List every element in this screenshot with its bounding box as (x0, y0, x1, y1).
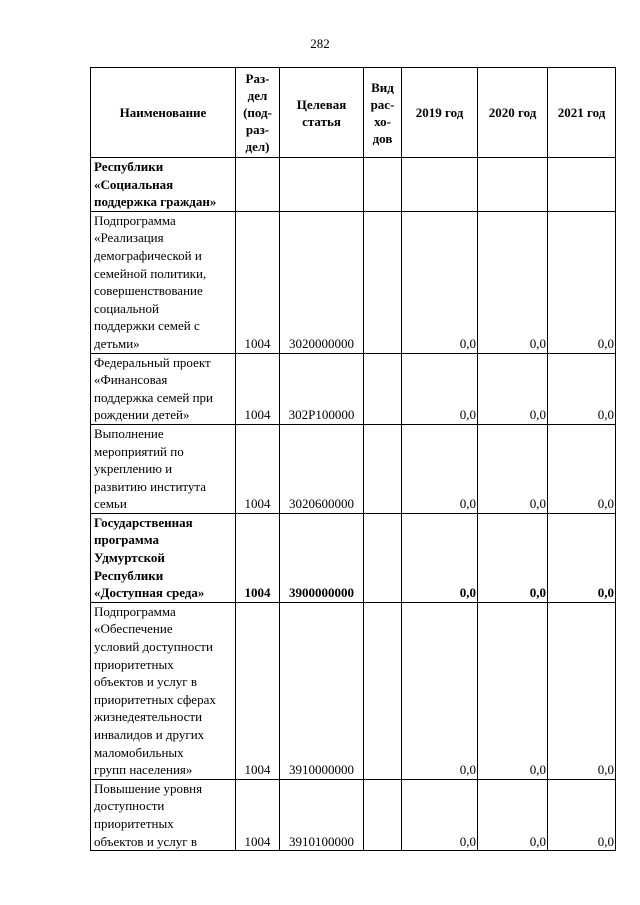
row-expense-type (364, 424, 402, 513)
row-expense-type (364, 211, 402, 353)
header-target: Целевая статья (280, 68, 364, 158)
row-value-2019: 0,0 (402, 211, 478, 353)
table-row (91, 513, 616, 602)
row-value-2021: 0,0 (548, 424, 616, 513)
header-expense-type: Вид рас- хо- дов (364, 68, 402, 158)
header-2020: 2020 год (478, 68, 548, 158)
table-row (91, 779, 616, 850)
row-target: 3900000000 (280, 513, 364, 602)
header-section: Раз- дел (под- раз- дел) (236, 68, 280, 158)
row-section: 1004 (236, 353, 280, 424)
row-target: 3910000000 (280, 602, 364, 779)
table-row (91, 424, 616, 513)
row-value-2021: 0,0 (548, 353, 616, 424)
row-value-2020: 0,0 (478, 779, 548, 850)
row-target: 3910100000 (280, 779, 364, 850)
row-target: 302P100000 (280, 353, 364, 424)
header-2019: 2019 год (402, 68, 478, 158)
header-2021: 2021 год (548, 68, 616, 158)
row-value-2020: 0,0 (478, 353, 548, 424)
row-expense-type (364, 353, 402, 424)
row-value-2019: 0,0 (402, 513, 478, 602)
row-value-2021: 0,0 (548, 602, 616, 779)
row-name: Выполнение мероприятий по укреплению и развитию института семьи (91, 424, 236, 513)
row-value-2019: 0,0 (402, 779, 478, 850)
row-value-2021 (548, 158, 616, 212)
page-number: 282 (310, 36, 330, 51)
row-section: 1004 (236, 424, 280, 513)
row-name: Подпрограмма «Обеспечение условий доступности приоритетных объектов и услуг в приоритетных сферах жизнедеятельности инвалидов и других маломобильных групп населения» (91, 602, 236, 779)
row-section: 1004 (236, 211, 280, 353)
row-value-2021: 0,0 (548, 513, 616, 602)
row-expense-type (364, 779, 402, 850)
row-name: Федеральный проект «Финансовая поддержка семей при рождении детей» (91, 353, 236, 424)
row-value-2020: 0,0 (478, 602, 548, 779)
row-section: 1004 (236, 513, 280, 602)
row-value-2021: 0,0 (548, 211, 616, 353)
row-value-2019 (402, 158, 478, 212)
row-name: Подпрограмма «Реализация демографической и семейной политики, совершенствование социальной поддержки семей с детьми» (91, 211, 236, 353)
table-row (91, 353, 616, 424)
table-row (91, 158, 616, 212)
row-section: 1004 (236, 779, 280, 850)
row-expense-type (364, 602, 402, 779)
row-value-2019: 0,0 (402, 602, 478, 779)
row-value-2021: 0,0 (548, 779, 616, 850)
row-value-2020 (478, 158, 548, 212)
row-value-2019: 0,0 (402, 353, 478, 424)
header-name: Наименование (91, 68, 236, 158)
row-name: Повышение уровня доступности приоритетных объектов и услуг в (91, 779, 236, 850)
row-value-2020: 0,0 (478, 513, 548, 602)
row-value-2020: 0,0 (478, 424, 548, 513)
budget-table (90, 67, 616, 851)
row-target: 3020000000 (280, 211, 364, 353)
row-target (280, 158, 364, 212)
row-section: 1004 (236, 602, 280, 779)
row-section (236, 158, 280, 212)
row-name: Государственная программа Удмуртской Республики «Доступная среда» (91, 513, 236, 602)
row-expense-type (364, 158, 402, 212)
row-target: 3020600000 (280, 424, 364, 513)
row-name: Республики «Социальная поддержка граждан» (91, 158, 236, 212)
table-row (91, 211, 616, 353)
row-expense-type (364, 513, 402, 602)
table-row (91, 602, 616, 779)
row-value-2020: 0,0 (478, 211, 548, 353)
header-row (91, 68, 616, 158)
row-value-2019: 0,0 (402, 424, 478, 513)
